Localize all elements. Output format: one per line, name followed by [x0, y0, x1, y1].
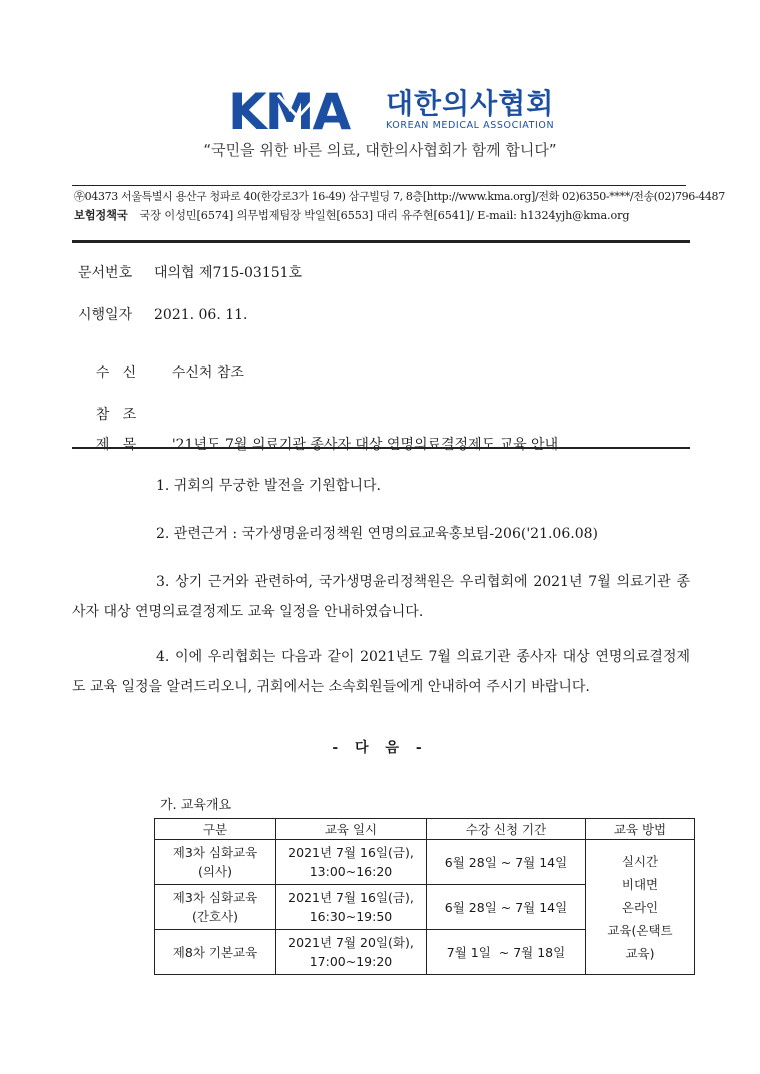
recipient-value: 수신처 참조 [171, 365, 244, 381]
doc-number-row [78, 262, 302, 282]
paragraph-2: 2. 관련근거 : 국가생명윤리정책원 연명의료교육홍보팀-206('21.06.08) [156, 526, 598, 542]
subject-rule [72, 447, 690, 449]
education-schedule-table [154, 818, 695, 975]
method-cell [586, 840, 695, 975]
kma-logo [228, 86, 554, 134]
date-label: 시행일자 [78, 307, 133, 323]
method-line: 실시간 [621, 853, 659, 869]
category-line: 제3차 심화교육 [172, 890, 258, 905]
reference-label: 참 조 [95, 407, 137, 423]
header-top-rule [72, 185, 686, 186]
header-bottom-rule [72, 240, 690, 243]
table-header: 교육 일시 [276, 819, 427, 840]
method-line: 온라인 [621, 899, 659, 915]
doc-number-label: 문서번호 [78, 265, 133, 281]
category-cell [155, 885, 276, 930]
datetime-line: 16:30~19:50 [309, 909, 393, 924]
datetime-cell [276, 885, 427, 930]
datetime-line: 2021년 7월 16일(금), [288, 890, 414, 905]
notice-heading: - 다 음 - [332, 740, 428, 756]
table-row [155, 840, 695, 885]
section-heading: 가. 교육개요 [160, 798, 232, 813]
kma-logo-mark [228, 87, 374, 133]
org-name-en: KOREAN MEDICAL ASSOCIATION [386, 119, 555, 131]
period-cell: 7월 1일 ~ 7월 18일 [427, 930, 586, 975]
method-line: 비대면 [621, 876, 659, 892]
contact-line [74, 207, 688, 223]
datetime-line: 17:00~19:20 [309, 954, 393, 969]
table-header: 구분 [155, 819, 276, 840]
org-name-kr: 대한의사협회 [386, 86, 555, 120]
date-value: 2021. 06. 11. [154, 307, 248, 323]
method-line: 교육) [625, 945, 655, 961]
subject-row [78, 418, 558, 470]
department-name: 보험정책국 [74, 209, 128, 222]
category-line: 제8차 기본교육 [172, 944, 258, 960]
table-header: 수강 신청 기간 [427, 819, 586, 840]
period-cell: 6월 28일 ~ 7월 14일 [427, 840, 586, 885]
date-row [78, 304, 248, 324]
paragraph-3: 3. 상기 근거와 관련하여, 국가생명윤리정책원은 우리협회에 2021년 7월 의료기관 종사자 대상 연명의료결정제도 교육 일정을 안내하였습니다. [72, 574, 690, 620]
datetime-line: 2021년 7월 16일(금), [288, 845, 414, 860]
table-header: 교육 방법 [586, 819, 695, 840]
category-line: (의사) [198, 864, 232, 879]
doc-number-value: 대의협 제715-03151호 [154, 265, 303, 281]
category-cell [155, 930, 276, 975]
datetime-cell [276, 930, 427, 975]
datetime-cell [276, 840, 427, 885]
method-line: 교육(온택트 [607, 922, 673, 938]
slogan: “국민을 위한 바른 의료, 대한의사협회가 함께 합니다” [203, 141, 557, 159]
category-line: (간호사) [192, 909, 238, 924]
datetime-line: 13:00~16:20 [309, 864, 393, 879]
address-line: ㉾04373 서울특별시 용산구 청파로 40(한강로3가 16-49) 삼구빌딩 7, 8층[http://www.kma.org]/전화 02)6350-****/전송(02)796-4487 [74, 190, 725, 203]
paragraph-4: 4. 이에 우리협회는 다음과 같이 2021년도 7월 의료기관 종사자 대상 연명의료결정제도 교육 일정을 알려드리오니, 귀회에서는 소속회원들에게 안내하여 주시기 바랍니다. [72, 649, 690, 695]
contact-details: 국장 이성민[6574] 의무법제팀장 박일현[6553] 대리 유주현[6541]/ E-mail: h1324yjh@kma.org [139, 209, 630, 222]
subject-label: 제 목 [95, 437, 137, 453]
table-header-row [155, 819, 695, 840]
recipient-label: 수 신 [95, 365, 137, 381]
subject-value: '21년도 7월 의료기관 종사자 대상 연명의료결정제도 교육 안내 [171, 437, 559, 453]
datetime-line: 2021년 7월 20일(화), [288, 935, 414, 950]
category-line: 제3차 심화교육 [172, 845, 258, 860]
kma-logo-letters: KMA [228, 87, 350, 133]
period-cell: 6월 28일 ~ 7월 14일 [427, 885, 586, 930]
category-cell [155, 840, 276, 885]
paragraph-1: 1. 귀회의 무궁한 발전을 기원합니다. [156, 478, 381, 494]
